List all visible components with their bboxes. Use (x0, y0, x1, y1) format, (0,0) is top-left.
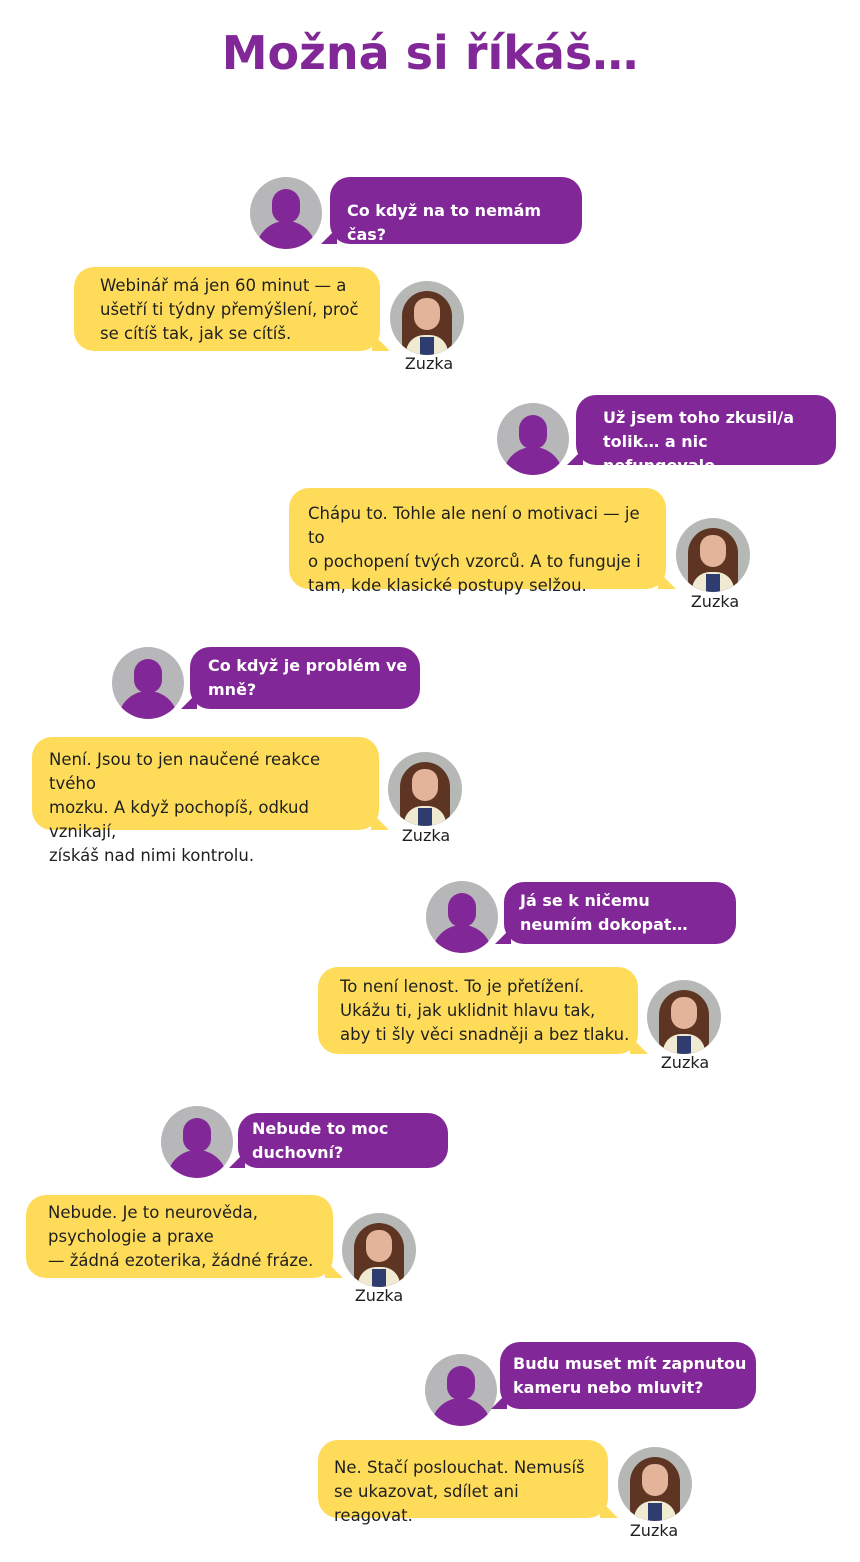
question-bubble (330, 177, 582, 244)
answer-text: Nebude. Je to neurověda, psychologie a praxe — žádná ezoterika, žádné fráze. (48, 1203, 314, 1270)
zuzka-avatar (647, 980, 721, 1054)
user-avatar-icon (250, 177, 322, 249)
zuzka-avatar (342, 1213, 416, 1287)
responder-name: Zuzka (690, 592, 740, 611)
question-text: Co když je problém ve mně? (208, 656, 408, 699)
answer-text: Není. Jsou to jen naučené reakce tvého mozku. A když pochopíš, odkud vznikají, získáš nad nimi kontrolu. (49, 750, 321, 865)
user-avatar-icon (161, 1106, 233, 1178)
question-text: Co když na to nemám čas? (347, 201, 542, 244)
answer-text: Ne. Stačí poslouchat. Nemusíš se ukazovat, sdílet ani reagovat. (334, 1458, 585, 1525)
responder-name: Zuzka (354, 1286, 404, 1305)
answer-bubble (289, 488, 666, 595)
responder-name: Zuzka (401, 826, 451, 845)
answer-text: Webinář má jen 60 minut — a ušetří ti týdny přemýšlení, proč se cítíš tak, jak se cítíš. (100, 276, 359, 343)
user-avatar-icon (497, 403, 569, 475)
responder-name: Zuzka (629, 1521, 679, 1540)
page-title: Možná si říkáš… (221, 26, 639, 80)
question-text: Nebude to moc duchovní? (252, 1119, 389, 1162)
responder-name: Zuzka (660, 1053, 710, 1072)
user-avatar-icon (425, 1354, 497, 1426)
answer-bubble (318, 967, 638, 1054)
zuzka-avatar (390, 281, 464, 355)
answer-text: To není lenost. To je přetížení. Ukážu ti, jak uklidnit hlavu tak, aby ti šly věci snadněji a bez tlaku. (340, 977, 630, 1044)
answer-bubble (74, 267, 380, 351)
question-text: Už jsem toho zkusil/a tolik… a nic nefungovalo. (603, 408, 795, 475)
responder-name: Zuzka (404, 354, 454, 373)
answer-text: Chápu to. Tohle ale není o motivaci — je to o pochopení tvých vzorců. A to funguje i tam, kde klasické postupy selžou. (308, 504, 641, 595)
question-bubble (238, 1113, 448, 1168)
question-bubble (190, 647, 420, 709)
question-bubble (576, 395, 836, 475)
zuzka-avatar (676, 518, 750, 592)
zuzka-avatar (618, 1447, 692, 1521)
question-bubble (504, 882, 736, 944)
answer-bubble (32, 737, 379, 865)
zuzka-avatar (388, 752, 462, 826)
answer-bubble (26, 1195, 333, 1278)
user-avatar-icon (426, 881, 498, 953)
user-avatar-icon (112, 647, 184, 719)
question-text: Budu muset mít zapnutou kameru nebo mluvit? (513, 1354, 747, 1397)
answer-bubble (318, 1440, 608, 1525)
question-bubble (500, 1342, 756, 1409)
question-text: Já se k ničemu neumím dokopat… (520, 891, 688, 934)
